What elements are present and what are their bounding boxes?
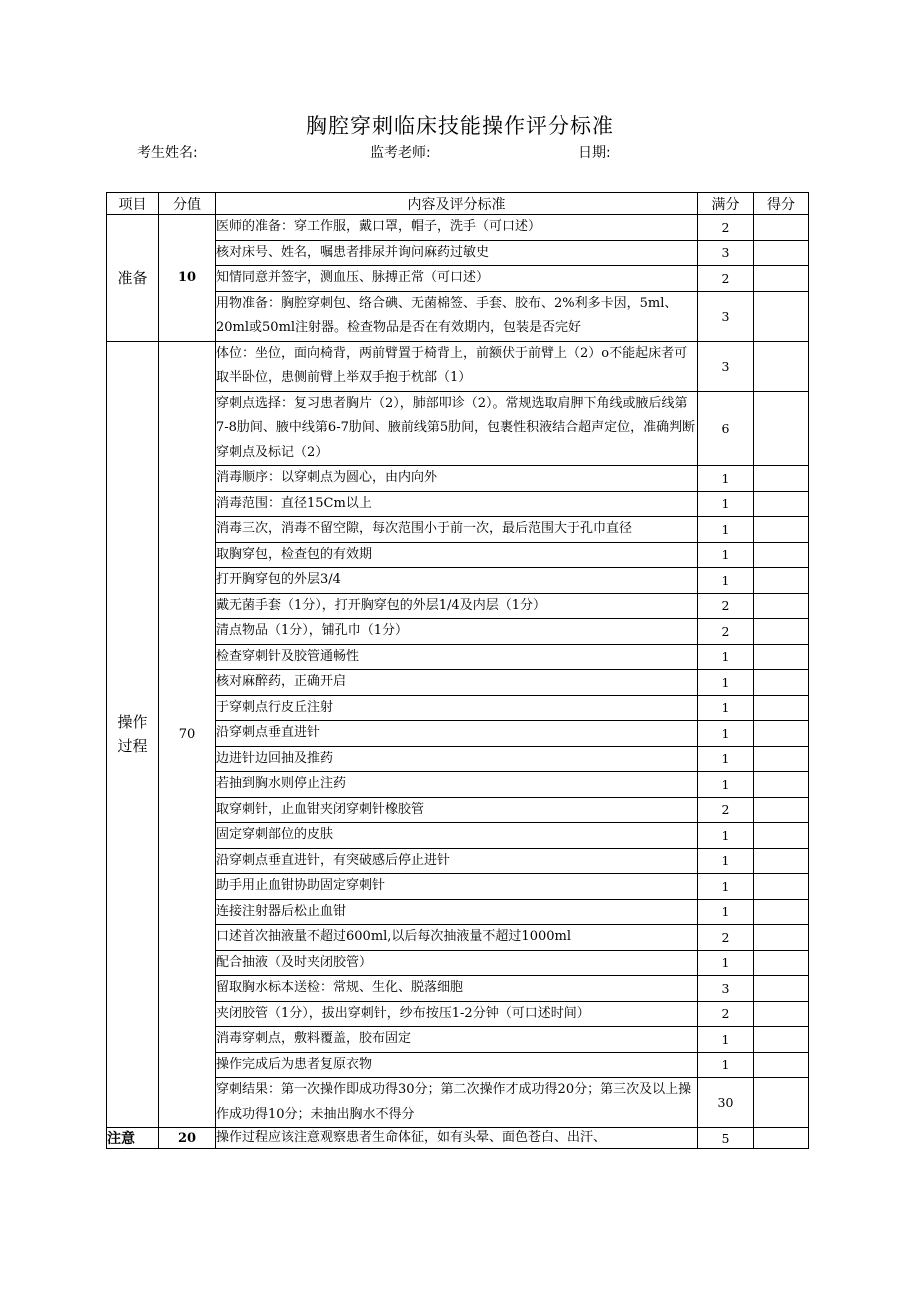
row-content: 核对床号、姓名，嘱患者排尿并询问麻药过敏史 <box>216 240 698 266</box>
section-points-notes: 20 <box>159 1128 216 1149</box>
row-obtained-score[interactable] <box>754 593 809 619</box>
row-content: 戴无菌手套（1分），打开胸穿包的外层1/4及内层（1分） <box>216 593 698 619</box>
row-full-score: 1 <box>698 517 754 543</box>
row-content: 夹闭胶管（1分），拔出穿刺针，纱布按压1-2分钟（可口述时间） <box>216 1001 698 1027</box>
row-full-score: 1 <box>698 1052 754 1078</box>
row-content: 消毒穿刺点，敷料覆盖，胶布固定 <box>216 1027 698 1053</box>
row-full-score: 1 <box>698 670 754 696</box>
row-content: 用物准备：胸腔穿刺包、络合碘、无菌棉签、手套、胶布、2%利多卡因，5ml、20ml或50ml注射器。检查物品是否在有效期内，包装是否完好 <box>216 291 698 341</box>
row-content: 消毒三次，消毒不留空隙，每次范围小于前一次，最后范围大于孔巾直径 <box>216 517 698 543</box>
row-obtained-score[interactable] <box>754 1027 809 1053</box>
row-obtained-score[interactable] <box>754 391 809 466</box>
row-content: 助手用止血钳协助固定穿刺针 <box>216 874 698 900</box>
row-full-score: 2 <box>698 619 754 645</box>
date-label: 日期: <box>578 145 611 161</box>
row-full-score: 1 <box>698 721 754 747</box>
row-content: 核对麻醉药，正确开启 <box>216 670 698 696</box>
row-full-score: 2 <box>698 1001 754 1027</box>
row-obtained-score[interactable] <box>754 341 809 391</box>
row-full-score: 1 <box>698 874 754 900</box>
row-obtained-score[interactable] <box>754 721 809 747</box>
row-full-score: 3 <box>698 240 754 266</box>
table-row <box>107 215 809 241</box>
row-full-score: 1 <box>698 644 754 670</box>
row-full-score: 5 <box>698 1128 754 1149</box>
row-obtained-score[interactable] <box>754 568 809 594</box>
page-title: 胸腔穿刺临床技能操作评分标准 <box>306 114 614 138</box>
row-obtained-score[interactable] <box>754 644 809 670</box>
row-full-score: 1 <box>698 568 754 594</box>
row-full-score: 1 <box>698 1027 754 1053</box>
row-obtained-score[interactable] <box>754 670 809 696</box>
row-full-score: 1 <box>698 491 754 517</box>
section-name-procedure-text: 操作过程 <box>117 713 148 756</box>
row-content: 清点物品（1分），铺孔巾（1分） <box>216 619 698 645</box>
row-obtained-score[interactable] <box>754 695 809 721</box>
row-obtained-score[interactable] <box>754 772 809 798</box>
section-name-prep: 准备 <box>107 215 159 342</box>
row-full-score: 1 <box>698 950 754 976</box>
header-full-score: 满分 <box>698 193 754 215</box>
row-full-score: 1 <box>698 823 754 849</box>
row-content: 医师的准备：穿工作服，戴口罩，帽子，洗手（可口述） <box>216 215 698 241</box>
row-full-score: 1 <box>698 746 754 772</box>
scoring-table <box>106 192 809 1149</box>
row-full-score: 1 <box>698 695 754 721</box>
row-full-score: 2 <box>698 266 754 292</box>
row-obtained-score[interactable] <box>754 542 809 568</box>
row-obtained-score[interactable] <box>754 976 809 1002</box>
row-obtained-score[interactable] <box>754 1052 809 1078</box>
header-content: 内容及评分标准 <box>216 193 698 215</box>
row-full-score: 2 <box>698 593 754 619</box>
section-name-notes: 注意 <box>107 1128 159 1149</box>
row-full-score: 3 <box>698 976 754 1002</box>
row-obtained-score[interactable] <box>754 1128 809 1149</box>
row-obtained-score[interactable] <box>754 291 809 341</box>
row-full-score: 2 <box>698 797 754 823</box>
row-full-score: 3 <box>698 341 754 391</box>
row-content: 操作过程应该注意观察患者生命体征，如有头晕、面色苍白、出汗、 <box>216 1128 698 1149</box>
row-content: 若抽到胸水则停止注药 <box>216 772 698 798</box>
examinee-label: 考生姓名: <box>137 145 198 161</box>
header-item: 项目 <box>107 193 159 215</box>
row-full-score: 3 <box>698 291 754 341</box>
row-content: 体位：坐位，面向椅背，两前臂置于椅背上，前额伏于前臂上（2）o不能起床者可取半卧位，患侧前臂上举双手抱于枕部（1） <box>216 341 698 391</box>
table-row <box>107 341 809 391</box>
row-content: 检查穿刺针及胶管通畅性 <box>216 644 698 670</box>
row-content: 打开胸穿包的外层3/4 <box>216 568 698 594</box>
row-obtained-score[interactable] <box>754 466 809 492</box>
row-obtained-score[interactable] <box>754 215 809 241</box>
row-content: 穿刺结果：第一次操作即成功得30分；第二次操作才成功得20分；第三次及以上操作成功得10分；未抽出胸水不得分 <box>216 1078 698 1128</box>
header-row <box>107 193 809 215</box>
section-points-prep: 10 <box>159 215 216 342</box>
row-content: 口述首次抽液量不超过600ml,以后每次抽液量不超过1000ml <box>216 925 698 951</box>
row-full-score: 1 <box>698 772 754 798</box>
row-obtained-score[interactable] <box>754 1001 809 1027</box>
row-full-score: 1 <box>698 899 754 925</box>
row-content: 边进针边回抽及推药 <box>216 746 698 772</box>
row-obtained-score[interactable] <box>754 899 809 925</box>
table-row <box>107 1128 809 1149</box>
row-obtained-score[interactable] <box>754 266 809 292</box>
row-obtained-score[interactable] <box>754 746 809 772</box>
row-obtained-score[interactable] <box>754 797 809 823</box>
row-full-score: 2 <box>698 215 754 241</box>
row-full-score: 30 <box>698 1078 754 1128</box>
row-obtained-score[interactable] <box>754 240 809 266</box>
row-obtained-score[interactable] <box>754 823 809 849</box>
row-obtained-score[interactable] <box>754 619 809 645</box>
row-content: 于穿刺点行皮丘注射 <box>216 695 698 721</box>
row-full-score: 1 <box>698 466 754 492</box>
section-points-procedure: 70 <box>159 341 216 1128</box>
row-content: 沿穿刺点垂直进针 <box>216 721 698 747</box>
row-obtained-score[interactable] <box>754 950 809 976</box>
section-name-procedure <box>107 341 159 1128</box>
row-content: 消毒范围：直径15Cm以上 <box>216 491 698 517</box>
row-content: 沿穿刺点垂直进针，有突破感后停止进针 <box>216 848 698 874</box>
row-obtained-score[interactable] <box>754 491 809 517</box>
row-full-score: 1 <box>698 848 754 874</box>
row-full-score: 2 <box>698 925 754 951</box>
row-obtained-score[interactable] <box>754 1078 809 1128</box>
row-obtained-score[interactable] <box>754 848 809 874</box>
row-content: 穿刺点选择：复习患者胸片（2），肺部叩诊（2）。常规选取肩胛下角线或腋后线第7-8肋间、腋中线第6-7肋间、腋前线第5肋间，包裹性积液结合超声定位，准确判断穿刺点及标记（2） <box>216 391 698 466</box>
row-content: 取胸穿包，检查包的有效期 <box>216 542 698 568</box>
row-obtained-score[interactable] <box>754 517 809 543</box>
row-obtained-score[interactable] <box>754 925 809 951</box>
row-full-score: 1 <box>698 542 754 568</box>
row-content: 操作完成后为患者复原衣物 <box>216 1052 698 1078</box>
row-content: 固定穿刺部位的皮肤 <box>216 823 698 849</box>
header-score: 分值 <box>159 193 216 215</box>
row-content: 配合抽液（及时夹闭胶管） <box>216 950 698 976</box>
row-content: 消毒顺序：以穿刺点为圆心，由内向外 <box>216 466 698 492</box>
row-content: 连接注射器后松止血钳 <box>216 899 698 925</box>
row-content: 留取胸水标本送检：常规、生化、脱落细胞 <box>216 976 698 1002</box>
row-content: 知情同意并签字，测血压、脉搏正常（可口述） <box>216 266 698 292</box>
row-obtained-score[interactable] <box>754 874 809 900</box>
header-obtained-score: 得分 <box>754 193 809 215</box>
row-full-score: 6 <box>698 391 754 466</box>
row-content: 取穿刺针，止血钳夹闭穿刺针橡胶管 <box>216 797 698 823</box>
examiner-label: 监考老师: <box>370 145 431 161</box>
